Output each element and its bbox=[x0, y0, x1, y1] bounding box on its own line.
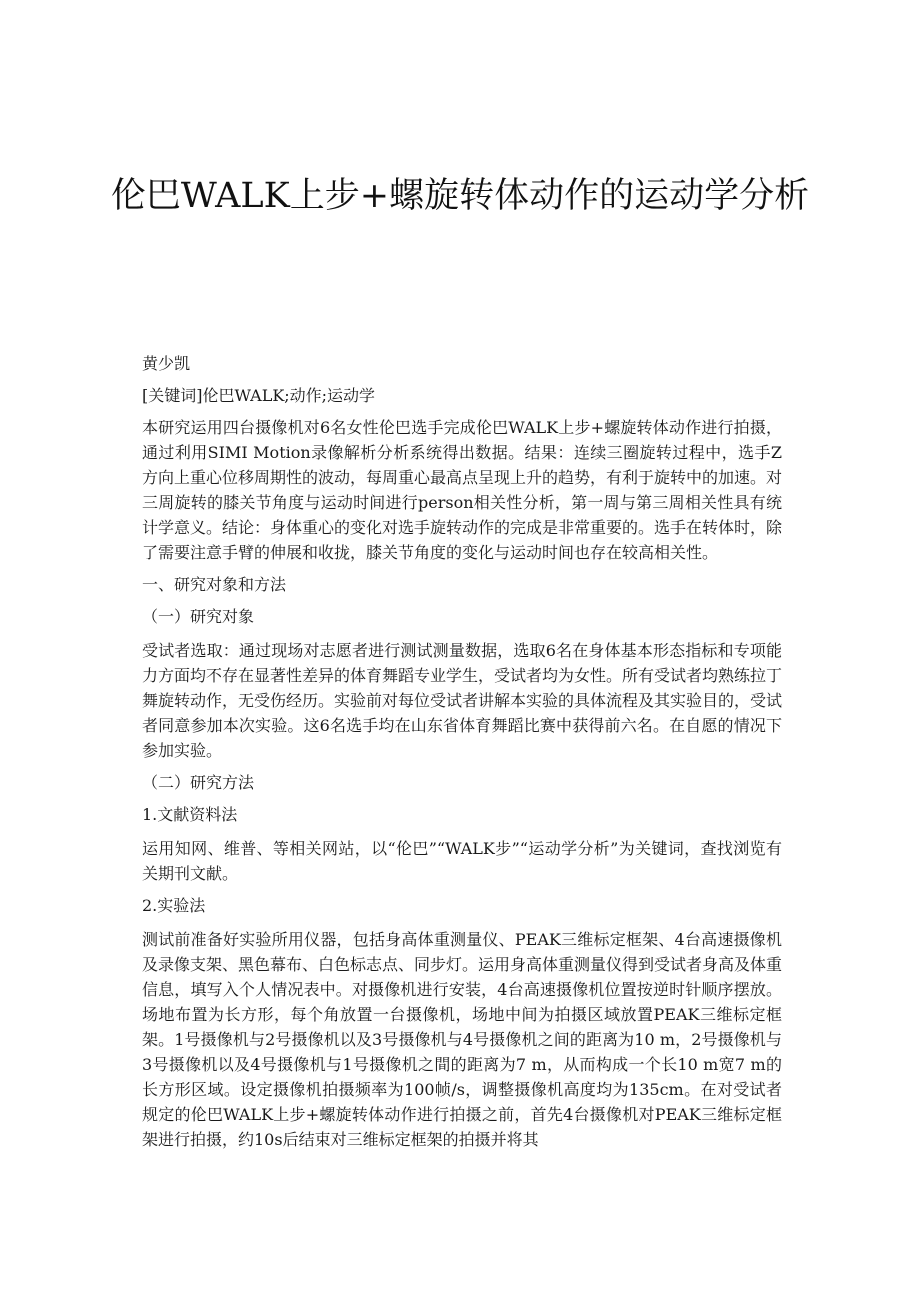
method-paragraph-2: 测试前准备好实验所用仪器，包括身高体重测量仪、PEAK三维标定框架、4台高速摄像机及录像支架、黑色幕布、白色标志点、同步灯。运用身高体重测量仪得到受试者身高及体重信息，填写入个人情况表中。对摄像机进行安装，4台高速摄像机位置按逆时针顺序摆放。场地布置为长方形，每个角放置一台摄像机，场地中间为拍摄区域放置PEAK三维标定框架。1号摄像机与2号摄像机以及3号摄像机与4号摄像机之间的距离为10 m，2号摄像机与3号摄像机以及4号摄像机与1号摄像机之間的距离为7 m，从而构成一个长10 m宽7 m的长方形区域。设定摄像机拍摄频率为100帧/s，调整摄像机高度均为135cm。在对受试者规定的伦巴WALK上步+螺旋转体动作进行拍摄之前，首先4台摄像机对PEAK三维标定框架进行拍摄，约10s后结束对三维标定框架的拍摄并将其 bbox=[142, 930, 783, 1149]
abstract-paragraph: 本研究运用四台摄像机对6名女性伦巴选手完成伦巴WALK上步+螺旋转体动作进行拍摄，通过利用SIMI Motion录像解析分析系统得出数据。结果：连续三圈旋转过程中，选手Z方向上重心位移周期性的波动，每周重心最高点呈现上升的趋势，有利于旋转中的加速。对三周旋转的膝关节角度与运动时间进行person相关性分析，第一周与第三周相关性具有统计学意义。结论：身体重心的变化对选手旋转动作的完成是非常重要的。选手在转体时，除了需要注意手臂的伸展和收拢，膝关节角度的变化与运动时间也存在较高相关性。 bbox=[142, 418, 783, 562]
subsection-heading-1: （一）研究对象 bbox=[142, 607, 255, 626]
subsection-heading-2: （二）研究方法 bbox=[142, 773, 255, 792]
paper-title: 伦巴WALK上步+螺旋转体动作的运动学分析 bbox=[110, 176, 810, 216]
method-heading-1: 1.文献资料法 bbox=[142, 805, 238, 824]
method-paragraph-1: 运用知网、维普、等相关网站，以“伦巴”“WALK步”“运动学分析”为关键词，查找浏览有关期刊文献。 bbox=[142, 839, 782, 883]
author-line: 黄少凯 bbox=[142, 354, 191, 373]
method-heading-2: 2.实验法 bbox=[142, 896, 206, 915]
keywords-line: [关键词]伦巴WALK;动作;运动学 bbox=[142, 386, 376, 405]
subjects-paragraph: 受试者选取：通过现场对志愿者进行测试测量数据，选取6名在身体基本形态指标和专项能力方面均不存在显著性差异的体育舞蹈专业学生，受试者均为女性。所有受试者均熟练拉丁舞旋转动作，无受伤经历。实验前对每位受试者讲解本实验的具体流程及其实验目的，受试者同意参加本次实验。这6名选手均在山东省体育舞蹈比赛中获得前六名。在自愿的情况下参加实验。 bbox=[142, 641, 783, 760]
paper-body bbox=[142, 351, 782, 1152]
section-heading-1: 一、研究对象和方法 bbox=[142, 575, 287, 594]
